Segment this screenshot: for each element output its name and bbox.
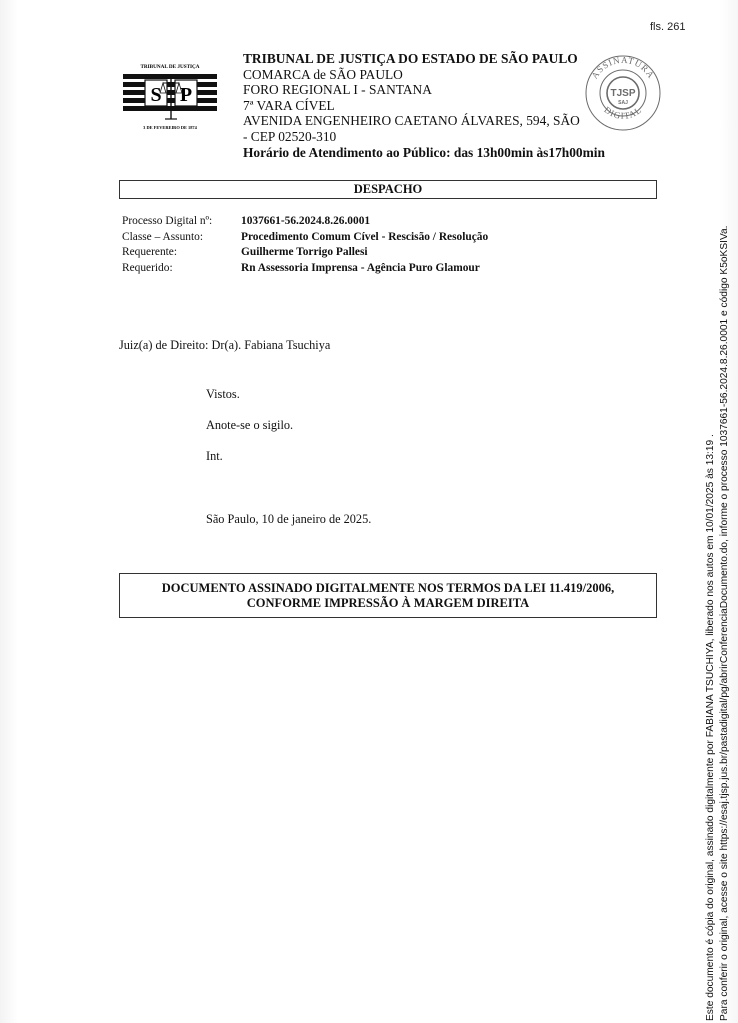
meta-value: Procedimento Comum Cível - Rescisão / Resolução (241, 230, 489, 243)
signature-notice-line1: DOCUMENTO ASSINADO DIGITALMENTE NOS TERMOS DA LEI 11.419/2006, (161, 580, 615, 595)
logo-letter-s: S (150, 84, 162, 106)
page-number: fls. 261 (650, 21, 686, 33)
margin-note-line1: Este documento é cópia do original, assinado digitalmente por FABIANA TSUCHIYA, liberado nos autos em 10/01/2025 às 13:19 . (705, 434, 716, 1021)
court-header (243, 51, 605, 160)
header-hours: Horário de Atendimento ao Público: das 13h00min às17h00min (243, 144, 605, 160)
meta-label: Requerente: (122, 246, 178, 258)
header-comarca: COMARCA de SÃO PAULO (243, 66, 403, 82)
meta-value: Rn Assessoria Imprensa - Agência Puro Glamour (241, 261, 480, 274)
header-address: AVENIDA ENGENHEIRO CAETANO ÁLVARES, 594, SÃO (243, 113, 580, 129)
logo-bottom-text: 3 DE FEVEREIRO DE 1874 (143, 125, 197, 130)
body-int: Int. (206, 449, 223, 463)
header-foro: FORO REGIONAL I - SANTANA (243, 82, 432, 98)
meta-value: Guilherme Torrigo Pallesi (241, 246, 368, 258)
meta-value: 1037661-56.2024.8.26.0001 (241, 215, 371, 227)
margin-verification-note (704, 0, 734, 1023)
svg-text:DIGITAL (602, 104, 643, 120)
meta-row-class (122, 230, 488, 246)
signature-notice-line2: CONFORME IMPRESSÃO À MARGEM DIREITA (246, 595, 530, 610)
header-vara: 7ª VARA CÍVEL (243, 97, 335, 113)
seal-center: TJSP (610, 88, 636, 99)
margin-note-line2: Para conferir o original, acesse o site https://esaj.tjsp.jus.br/pastadigital/pg/abrirConferenciaDocumento.do, informe o processo 1037661-56.2024.8.26.0001 e código K5oKSIVa. (718, 225, 730, 1021)
header-court-name: TRIBUNAL DE JUSTIÇA DO ESTADO DE SÃO PAULO (243, 51, 578, 66)
tjsp-coat-of-arms-logo (121, 57, 219, 135)
digital-signature-seal (583, 53, 663, 133)
body-date: São Paulo, 10 de janeiro de 2025. (206, 512, 372, 526)
meta-label: Requerido: (122, 261, 173, 274)
logo-top-text: TRIBUNAL DE JUSTIÇA (140, 64, 200, 70)
body-vistos: Vistos. (206, 387, 240, 401)
seal-arc-top: ASSINATURA (589, 54, 657, 81)
meta-label: Processo Digital nº: (122, 215, 213, 227)
meta-row-plaintiff (122, 245, 488, 261)
meta-row-defendant (122, 261, 488, 277)
process-metadata (122, 214, 488, 276)
judge-line: Juiz(a) de Direito: Dr(a). Fabiana Tsuchiya (119, 338, 331, 352)
seal-arc-bottom: DIGITAL (602, 104, 644, 121)
header-cep: - CEP 02520-310 (243, 128, 337, 144)
signature-notice-box (119, 573, 657, 618)
seal-sub: SAJ (618, 100, 628, 106)
meta-label: Classe – Assunto: (122, 230, 204, 243)
document-title: DESPACHO (119, 180, 657, 199)
meta-row-process (122, 214, 488, 230)
logo-letter-p: P (179, 84, 193, 106)
body-sigilo: Anote-se o sigilo. (206, 418, 294, 432)
